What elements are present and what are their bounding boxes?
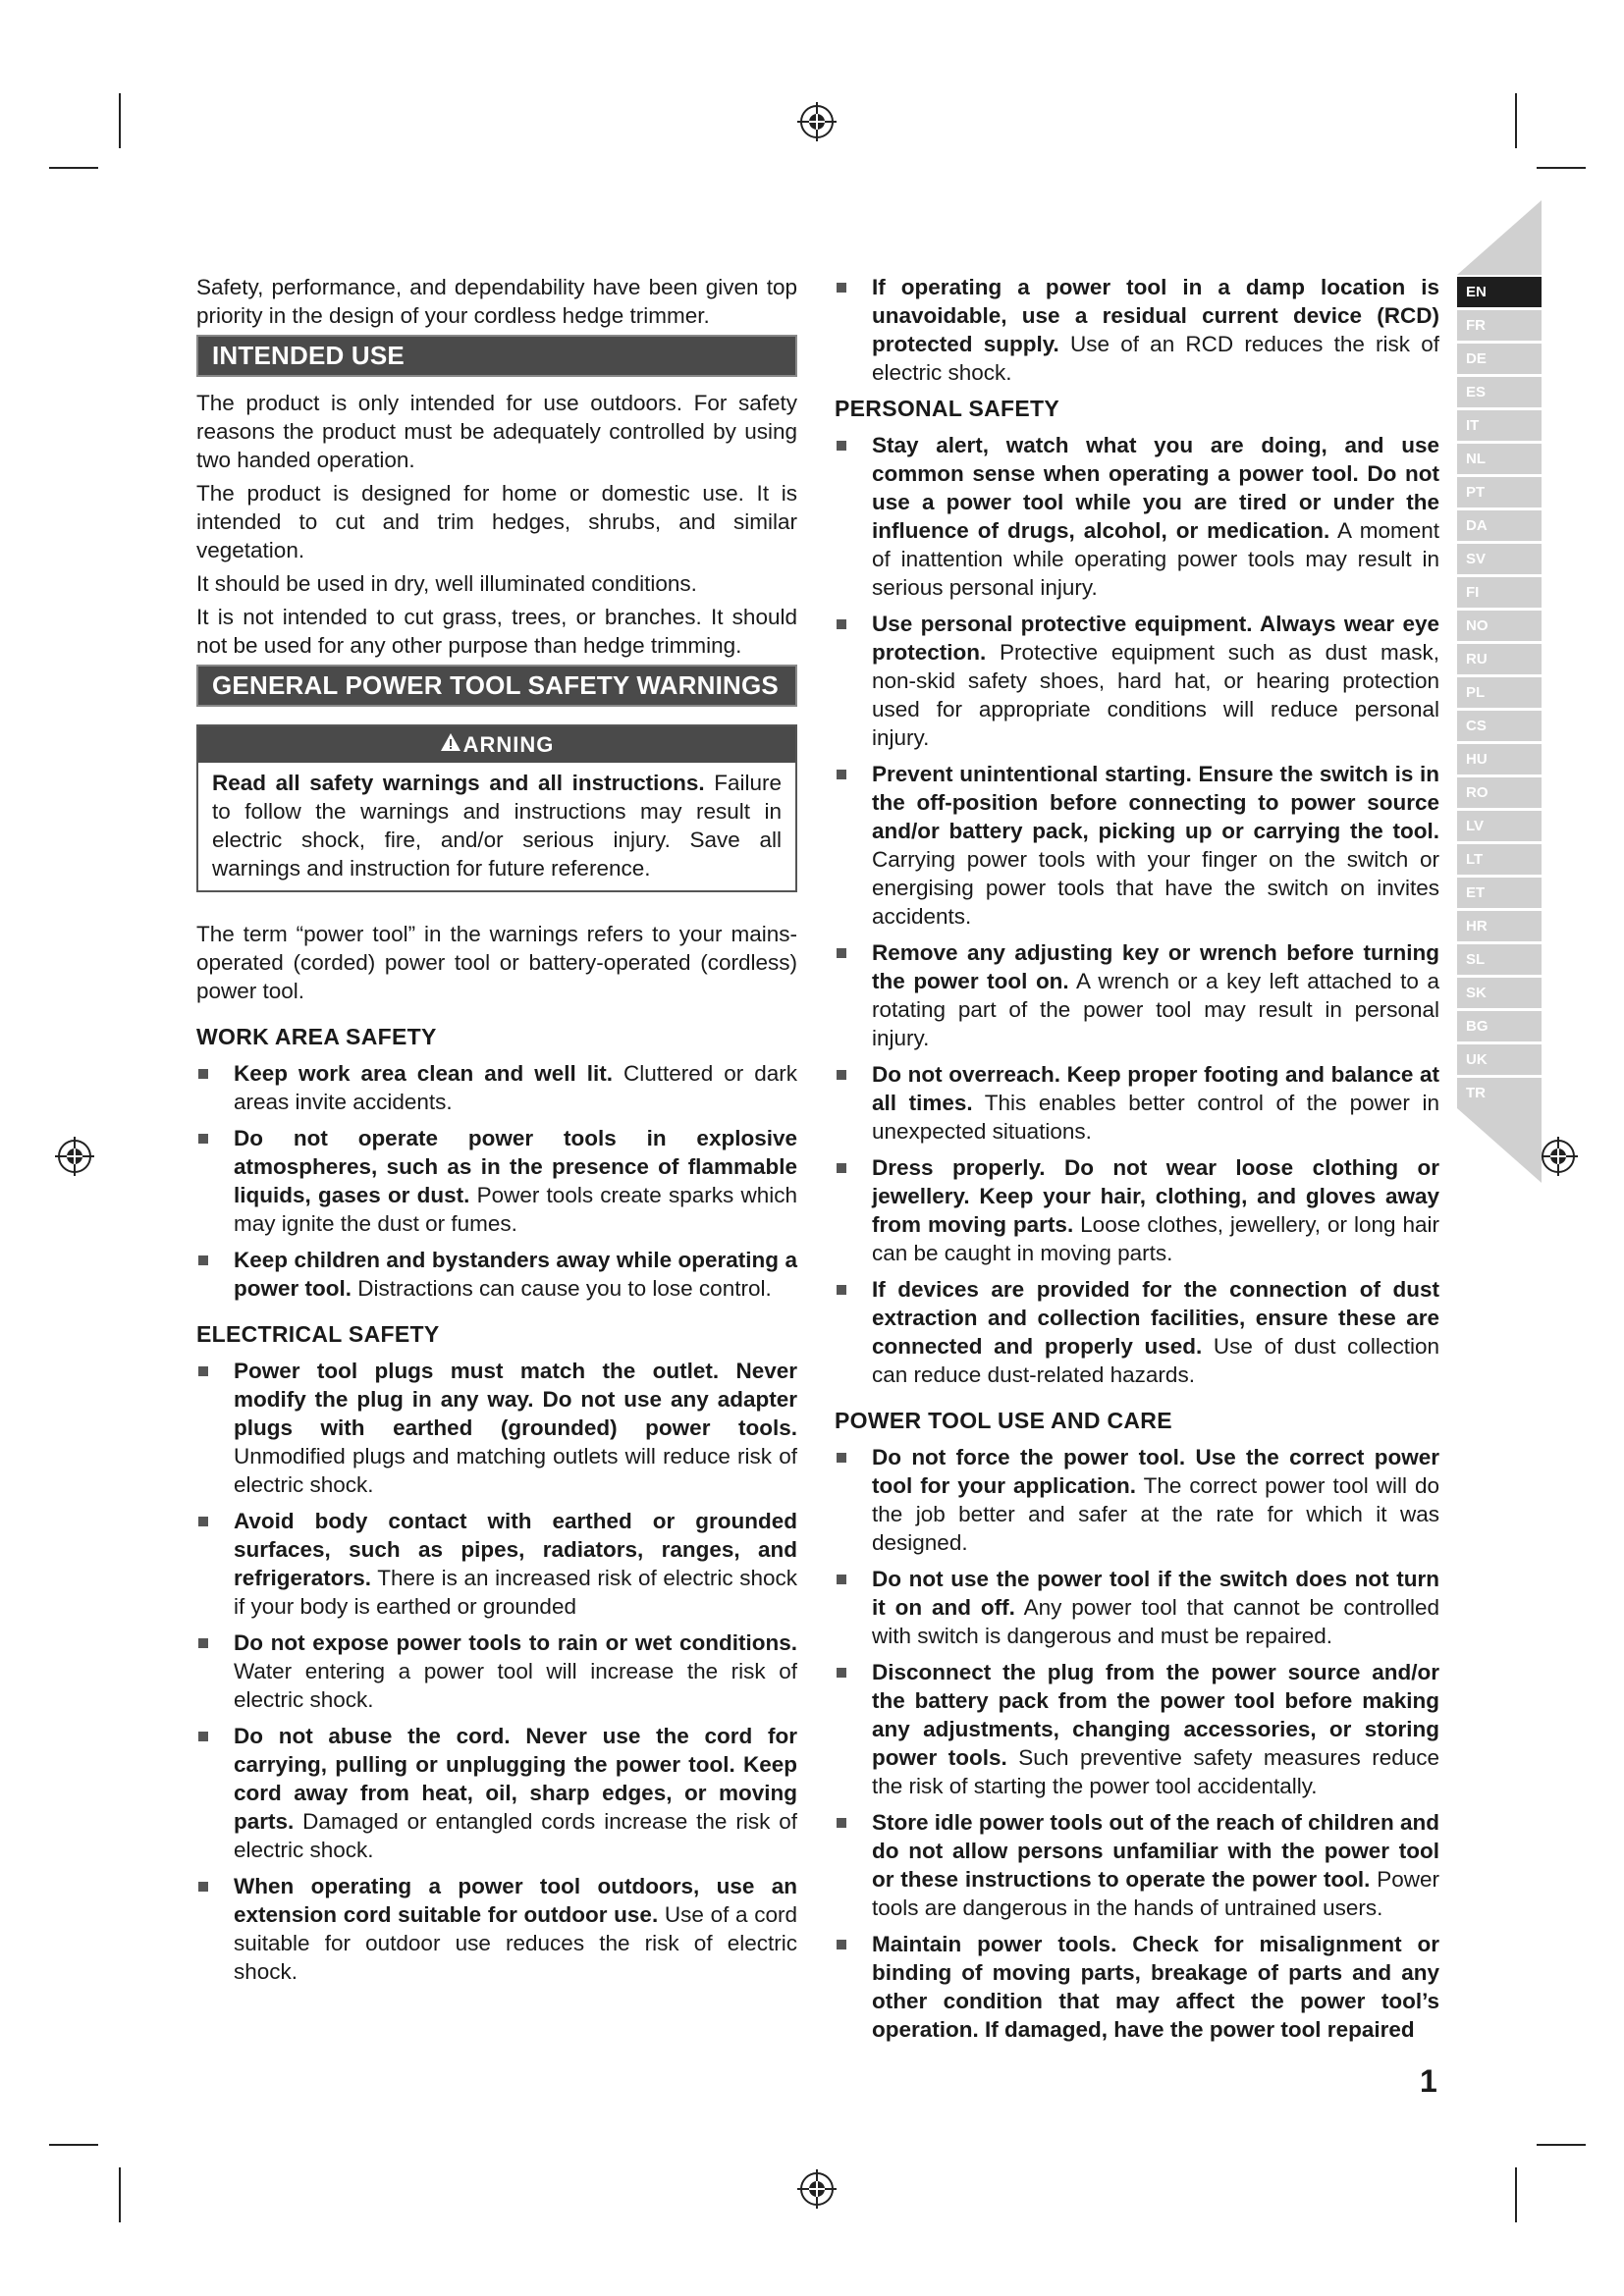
list-item-lead: Stay alert, watch what you are doing, and use common sense when operating a power tool. Do not use a power tool while you are tired or under the influence of drugs, alcohol, or medication. [872,433,1439,543]
bullet-square-icon [198,1638,208,1648]
list-item-lead: Disconnect the plug from the power source and/or the battery pack from the power tool before making any adjustments, changing accessories, or storing power tools. [872,1660,1439,1770]
language-tab-pl[interactable]: PL [1457,677,1542,708]
list-item-lead: Use personal protective equipment. Always wear eye protection. [872,612,1439,665]
intended-use-paragraph: The product is only intended for use outdoors. For safety reasons the product must be adequately controlled by using two handed operation. [196,391,797,472]
list-item-text: Any power tool that cannot be controlled with switch is dangerous and must be repaired. [872,1595,1439,1648]
work-area-heading: WORK AREA SAFETY [196,1024,437,1049]
language-tabs [1457,277,1542,1111]
side-tab-top-triangle [1457,200,1542,275]
list-item-lead: Store idle power tools out of the reach of children and do not allow persons unfamiliar with the power tool or these instructions to operate the power tool. [872,1810,1439,1892]
warning-lead: Read all safety warnings and all instructions. [212,771,705,795]
list-item-lead: Do not operate power tools in explosive atmospheres, such as in the presence of flammable liquids, gases or dust. [234,1126,797,1207]
intended-use-paragraph: The product is designed for home or domestic use. It is intended to cut and trim hedges, shrubs, and similar vegetation. [196,481,797,562]
list-item [196,1507,797,1621]
language-tab-fi[interactable]: FI [1457,577,1542,608]
intended-use-paragraph: It should be used in dry, well illuminated conditions. [196,571,697,596]
list-item [835,431,1439,602]
crop-mark [49,167,98,169]
language-tab-cs[interactable]: CS [1457,711,1542,741]
registration-mark-icon [55,1137,94,1176]
list-item-lead: Keep work area clean and well lit. [234,1061,613,1086]
warning-box-header [198,726,795,763]
crop-mark [1537,167,1586,169]
personal-heading: PERSONAL SAFETY [835,396,1059,421]
list-item-lead: Do not overreach. Keep proper footing and balance at all times. [872,1062,1439,1115]
language-tab-pt[interactable]: PT [1457,477,1542,507]
language-tab-uk[interactable]: UK [1457,1044,1542,1075]
list-item [835,1565,1439,1650]
language-tab-es[interactable]: ES [1457,377,1542,407]
list-item-text: There is an increased risk of electric shock if your body is earthed or grounded [234,1566,797,1619]
page-number: 1 [1420,2063,1437,2099]
personal-list [835,431,1439,1389]
bullet-square-icon [837,1453,846,1463]
list-item-text: This enables better control of the power in unexpected situations. [872,1091,1439,1144]
left-column [196,273,797,1994]
list-item-lead: Do not use the power tool if the switch does not turn it on and off. [872,1567,1439,1620]
list-item-lead: If devices are provided for the connection of dust extraction and collection facilities, ensure these are connected and properly used. [872,1277,1439,1359]
warning-box [196,724,797,892]
bullet-square-icon [837,1940,846,1949]
bullet-square-icon [198,1882,208,1892]
language-tab-sv[interactable]: SV [1457,544,1542,574]
language-tab-de[interactable]: DE [1457,344,1542,374]
list-item-lead: Keep children and bystanders away while operating a power tool. [234,1248,797,1301]
list-item [196,1357,797,1499]
language-tab-nl[interactable]: NL [1457,444,1542,474]
work-area-list [196,1059,797,1303]
list-item [196,1872,797,1986]
language-tab-ru[interactable]: RU [1457,644,1542,674]
bullet-square-icon [837,441,846,451]
list-item [835,1060,1439,1146]
list-item-lead: Prevent unintentional starting. Ensure the switch is in the off-position before connecting to power source and/or battery pack, picking up or carrying the tool. [872,762,1439,843]
intended-use-heading: INTENDED USE [196,335,797,377]
list-item-lead: Do not expose power tools to rain or wet conditions. [234,1630,797,1655]
list-item [835,1658,1439,1800]
electrical-list [196,1357,797,1986]
bullet-square-icon [837,1070,846,1080]
list-item-text: A moment of inattention while operating power tools may result in serious personal injury. [872,518,1439,600]
tool-use-list [835,1443,1439,2044]
list-item-lead: Dress properly. Do not wear loose clothing or jewellery. Keep your hair, clothing, and gloves away from moving parts. [872,1155,1439,1237]
list-item [196,1246,797,1303]
electrical-list-continued [835,273,1439,387]
list-item-lead: Avoid body contact with earthed or grounded surfaces, such as pipes, radiators, ranges, and refrigerators. [234,1509,797,1590]
bullet-square-icon [837,1163,846,1173]
list-item-lead: Power tool plugs must match the outlet. Never modify the plug in any way. Do not use any adapter plugs with earthed (grounded) power tools. [234,1359,797,1440]
list-item [835,938,1439,1052]
electrical-heading: ELECTRICAL SAFETY [196,1321,440,1347]
list-item-lead: Do not abuse the cord. Never use the cord for carrying, pulling or unplugging the power tool. Keep cord away from heat, oil, sharp edges, or moving parts. [234,1724,797,1834]
language-tab-en[interactable]: EN [1457,277,1542,307]
term-note: The term “power tool” in the warnings refers to your mains-operated (corded) power tool or battery-operated (cordless) power tool. [196,922,797,1003]
bullet-square-icon [198,1069,208,1079]
bullet-square-icon [198,1134,208,1144]
list-item [835,1930,1439,2044]
bullet-square-icon [837,948,846,958]
list-item-text: Use of an RCD reduces the risk of electric shock. [872,332,1440,385]
list-item-text: Power tools are dangerous in the hands of untrained users. [872,1867,1439,1920]
language-tab-hr[interactable]: HR [1457,911,1542,941]
language-tab-tr[interactable]: TR [1457,1078,1542,1108]
language-tab-lv[interactable]: LV [1457,811,1542,841]
language-tab-lt[interactable]: LT [1457,844,1542,875]
list-item [835,1153,1439,1267]
list-item-text: Such preventive safety measures reduce the risk of starting the power tool accidentally. [872,1745,1439,1798]
list-item-lead: If operating a power tool in a damp location is unavoidable, use a residual current device (RCD) protected supply. [872,275,1439,356]
list-item-lead: Do not force the power tool. Use the correct power tool for your application. [872,1445,1439,1498]
list-item-text: Distractions can cause you to lose control. [352,1276,772,1301]
bullet-square-icon [837,770,846,779]
general-warnings-heading: GENERAL POWER TOOL SAFETY WARNINGS [196,665,797,707]
warning-label: ARNING [462,732,555,757]
crop-mark [1515,2167,1517,2222]
crop-mark [1515,93,1517,148]
list-item-text: A wrench or a key left attached to a rotating part of the power tool may result in personal injury. [872,969,1439,1050]
bullet-square-icon [837,1818,846,1828]
registration-mark-icon [1539,1137,1578,1176]
warning-text: Failure to follow the warnings and instructions may result in electric shock, fire, and/or serious injury. Save all warnings and instruction for future reference. [212,771,782,881]
list-item-text: Damaged or entangled cords increase the risk of electric shock. [234,1809,797,1862]
language-tab-da[interactable]: DA [1457,510,1542,541]
bullet-square-icon [198,1517,208,1526]
bullet-square-icon [837,283,846,293]
language-tab-ro[interactable]: RO [1457,777,1542,808]
tool-use-heading: POWER TOOL USE AND CARE [835,1408,1172,1433]
list-item-text: Power tools create sparks which may ignite the dust or fumes. [234,1183,798,1236]
intro-text: Safety, performance, and dependability have been given top priority in the design of your cordless hedge trimmer. [196,275,797,328]
language-tab-no[interactable]: NO [1457,611,1542,641]
list-item-lead: Maintain power tools. Check for misalignment or binding of moving parts, breakage of parts and any other condition that may affect the power tool’s operation. If damaged, have the power tool repaired [872,1932,1439,2042]
language-tab-it[interactable]: IT [1457,410,1542,441]
list-item-text: Protective equipment such as dust mask, non-skid safety shoes, hard hat, or hearing protection used for appropriate conditions will reduce personal injury. [872,640,1439,750]
list-item [835,1275,1439,1389]
bullet-square-icon [837,1575,846,1584]
crop-mark [119,93,121,148]
language-tab-sl[interactable]: SL [1457,944,1542,975]
bullet-square-icon [837,619,846,629]
bullet-square-icon [837,1668,846,1678]
bullet-square-icon [198,1366,208,1376]
list-item-text: Water entering a power tool will increase the risk of electric shock. [234,1659,797,1712]
language-tab-bg[interactable]: BG [1457,1011,1542,1041]
list-item-text: Use of a cord suitable for outdoor use reduces the risk of electric shock. [234,1902,797,1984]
list-item [835,273,1439,387]
list-item-text: Unmodified plugs and matching outlets will reduce risk of electric shock. [234,1444,797,1497]
crop-mark [49,2144,98,2146]
list-item-text: Cluttered or dark areas invite accidents. [234,1061,798,1114]
warning-box-body [198,763,795,890]
list-item-text: The correct power tool will do the job better and safer at the rate for which it was designed. [872,1473,1440,1555]
registration-mark-icon [797,102,837,141]
warning-triangle-icon [440,730,461,759]
list-item-text: Use of dust collection can reduce dust-related hazards. [872,1334,1439,1387]
list-item [835,610,1439,752]
language-tab-sk[interactable]: SK [1457,978,1542,1008]
list-item [196,1059,797,1116]
right-column [835,273,1439,2052]
list-item-lead: Remove any adjusting key or wrench before turning the power tool on. [872,940,1439,993]
list-item [835,760,1439,931]
list-item [196,1124,797,1238]
crop-mark [119,2167,121,2222]
list-item-text: Loose clothes, jewellery, or long hair can be caught in moving parts. [872,1212,1439,1265]
list-item [196,1722,797,1864]
language-tab-fr[interactable]: FR [1457,310,1542,341]
bullet-square-icon [198,1732,208,1741]
list-item-lead: When operating a power tool outdoors, use an extension cord suitable for outdoor use. [234,1874,797,1927]
language-tab-et[interactable]: ET [1457,878,1542,908]
language-tab-hu[interactable]: HU [1457,744,1542,774]
list-item [835,1808,1439,1922]
intended-use-paragraph: It is not intended to cut grass, trees, or branches. It should not be used for any other purpose than hedge trimming. [196,605,797,658]
list-item [196,1629,797,1714]
registration-mark-icon [797,2169,837,2209]
bullet-square-icon [837,1285,846,1295]
side-tab-bottom-triangle [1457,1108,1542,1183]
list-item [835,1443,1439,1557]
bullet-square-icon [198,1255,208,1265]
crop-mark [1537,2144,1586,2146]
list-item-text: Carrying power tools with your finger on the switch or energising power tools that have the switch on invites accidents. [872,847,1439,929]
